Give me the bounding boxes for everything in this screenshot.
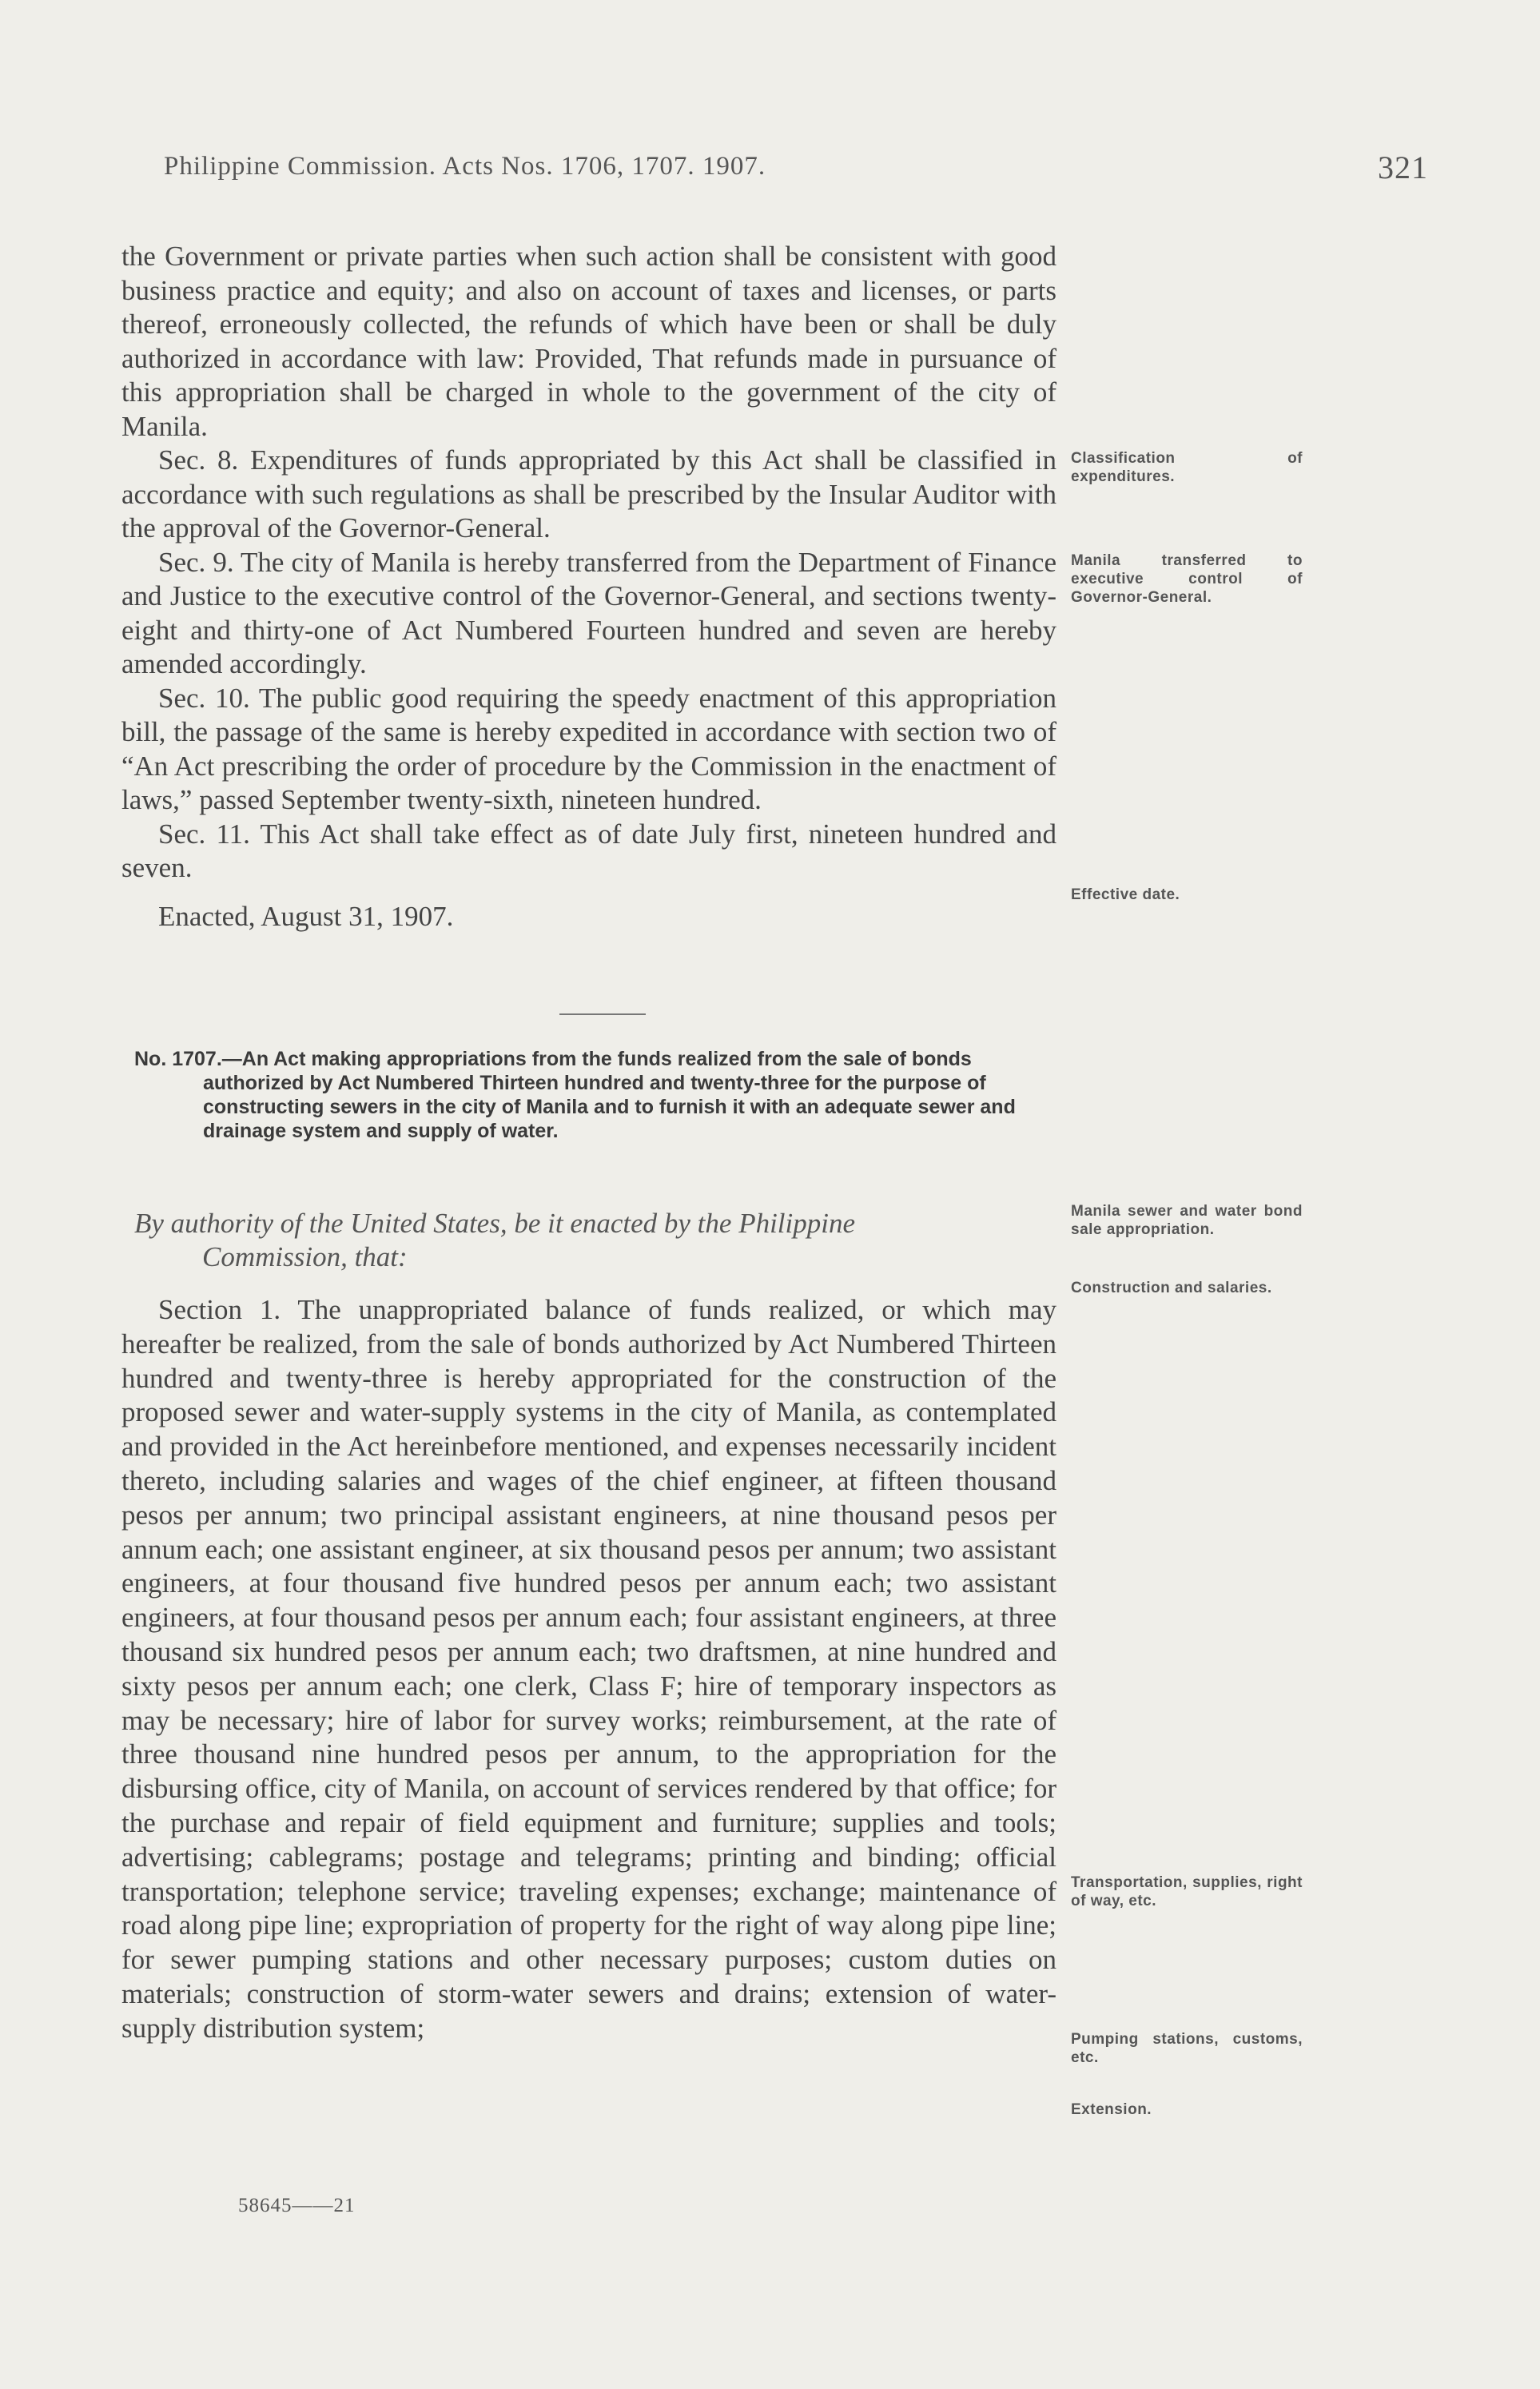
top-text-block (121, 240, 1057, 934)
margin-note-construction: Construction and salaries. (1071, 1280, 1272, 1296)
margin-note-classification: Classification of expenditures. (1071, 450, 1303, 485)
paragraph-sec-9: Sec. 9. The city of Manila is hereby transferred from the Department of Finance and Justice to the executive control of the Governor-General, and sections twenty-eight and thirty-one of Act Numbered Fourteen hundred and seven are hereby amended accordingly. (121, 546, 1057, 679)
margin-note-transportation: Transportation, supplies, right of way, etc. (1071, 1874, 1303, 1909)
page-number: 321 (1378, 149, 1428, 185)
enacted-date: Enacted, August 31, 1907. (158, 900, 454, 932)
enacting-clause-line-2: Commission, that: (202, 1241, 408, 1272)
paragraph-section-1: Section 1. The unappropriated balance of funds realized, or which may hereafter be realized, from the sale of bonds authorized by Act Numbered Thirteen hundred and twenty-three is hereby appropriated for the construction of the proposed sewer and water-supply systems in the city of Manila, as contemplated and provided in the Act hereinbefore mentioned, and expenses necessarily incident thereto, including salaries and wages of the chief engineer, at fifteen thousand pesos per annum; two principal assistant engineers, at nine thousand pesos per annum each; one assistant engineer, at six thousand pesos per annum; two assistant engineers, at four thousand five hundred pesos per annum each; two assistant engineers, at four thousand pesos per annum each; four assistant engineers, at three thousand six hundred pesos per annum each; two draftsmen, at nine hundred and sixty pesos per annum each; one clerk, Class F; hire of temporary inspectors as may be necessary; hire of labor for survey works; reimbursement, at the rate of three thousand nine hundred pesos per annum, to the appropriation for the disbursing office, city of Manila, on account of services rendered by that office; for the purchase and repair of field equipment and furniture; supplies and tools; advertising; cablegrams; postage and telegrams; printing and binding; official transportation; telephone service; traveling expenses; exchange; maintenance of road along pipe line; expropriation of property for the right of way along pipe line; for sewer pumping stations and other necessary purposes; custom duties on materials; construction of storm-water sewers and drains; extension of water-supply distribution system; (121, 1294, 1057, 2044)
running-head-title: Philippine Commission. Acts Nos. 1706, 1707. 1907. (164, 152, 766, 181)
margin-note-pumping: Pumping stations, customs, etc. (1071, 2031, 1303, 2066)
signature-mark: 58645——21 (238, 2195, 356, 2216)
margin-note-effective-date: Effective date. (1071, 886, 1180, 903)
enacting-clause (134, 1207, 1053, 1274)
section-1-block (121, 1293, 1057, 2046)
margin-note-manila-transferred: Manila transferred to executive control of Governor-General. (1071, 552, 1303, 606)
running-head (164, 149, 1428, 185)
margin-note-sewer-bond: Manila sewer and water bond sale appropriation. (1071, 1203, 1303, 1238)
paragraph-sec-8: Sec. 8. Expenditures of funds appropriated by this Act shall be classified in accordance with such regulations as shall be prescribed by the Insular Auditor with the approval of the Governor-General. (121, 444, 1057, 543)
act-title (134, 1047, 1053, 1143)
paragraph-sec-11: Sec. 11. This Act shall take effect as of date July first, nineteen hundred and seven. (121, 818, 1057, 883)
act-title-text: No. 1707.—An Act making appropriations from the funds realized from the sale of bonds authorized by Act Numbered Thirteen hundred and twenty-three for the purpose of constructing sewers in the city of Manila and to furnish it with an adequate sewer and drainage system and supply of water. (134, 1048, 1016, 1142)
section-divider (559, 1013, 646, 1015)
paragraph-sec-10: Sec. 10. The public good requiring the speedy enactment of this appropriation bill, the passage of the same is hereby expedited in accordance with section two of “An Act prescribing the order of procedure by the Commission in the enactment of laws,” passed September twenty-sixth, nineteen hundred. (121, 682, 1057, 815)
enacting-clause-line-1: By authority of the United States, be it enacted by the Philippine (134, 1208, 856, 1239)
paragraph-refunds: the Government or private parties when such action shall be consistent with good business practice and equity; and also on account of taxes and licenses, or parts thereof, erroneously collected, the refunds of which have been or shall be duly authorized in accordance with law: Provided, That refunds made in pursuance of this appropriation shall be charged in whole to the government of the city of Manila. (121, 241, 1057, 442)
margin-note-extension: Extension. (1071, 2101, 1152, 2118)
